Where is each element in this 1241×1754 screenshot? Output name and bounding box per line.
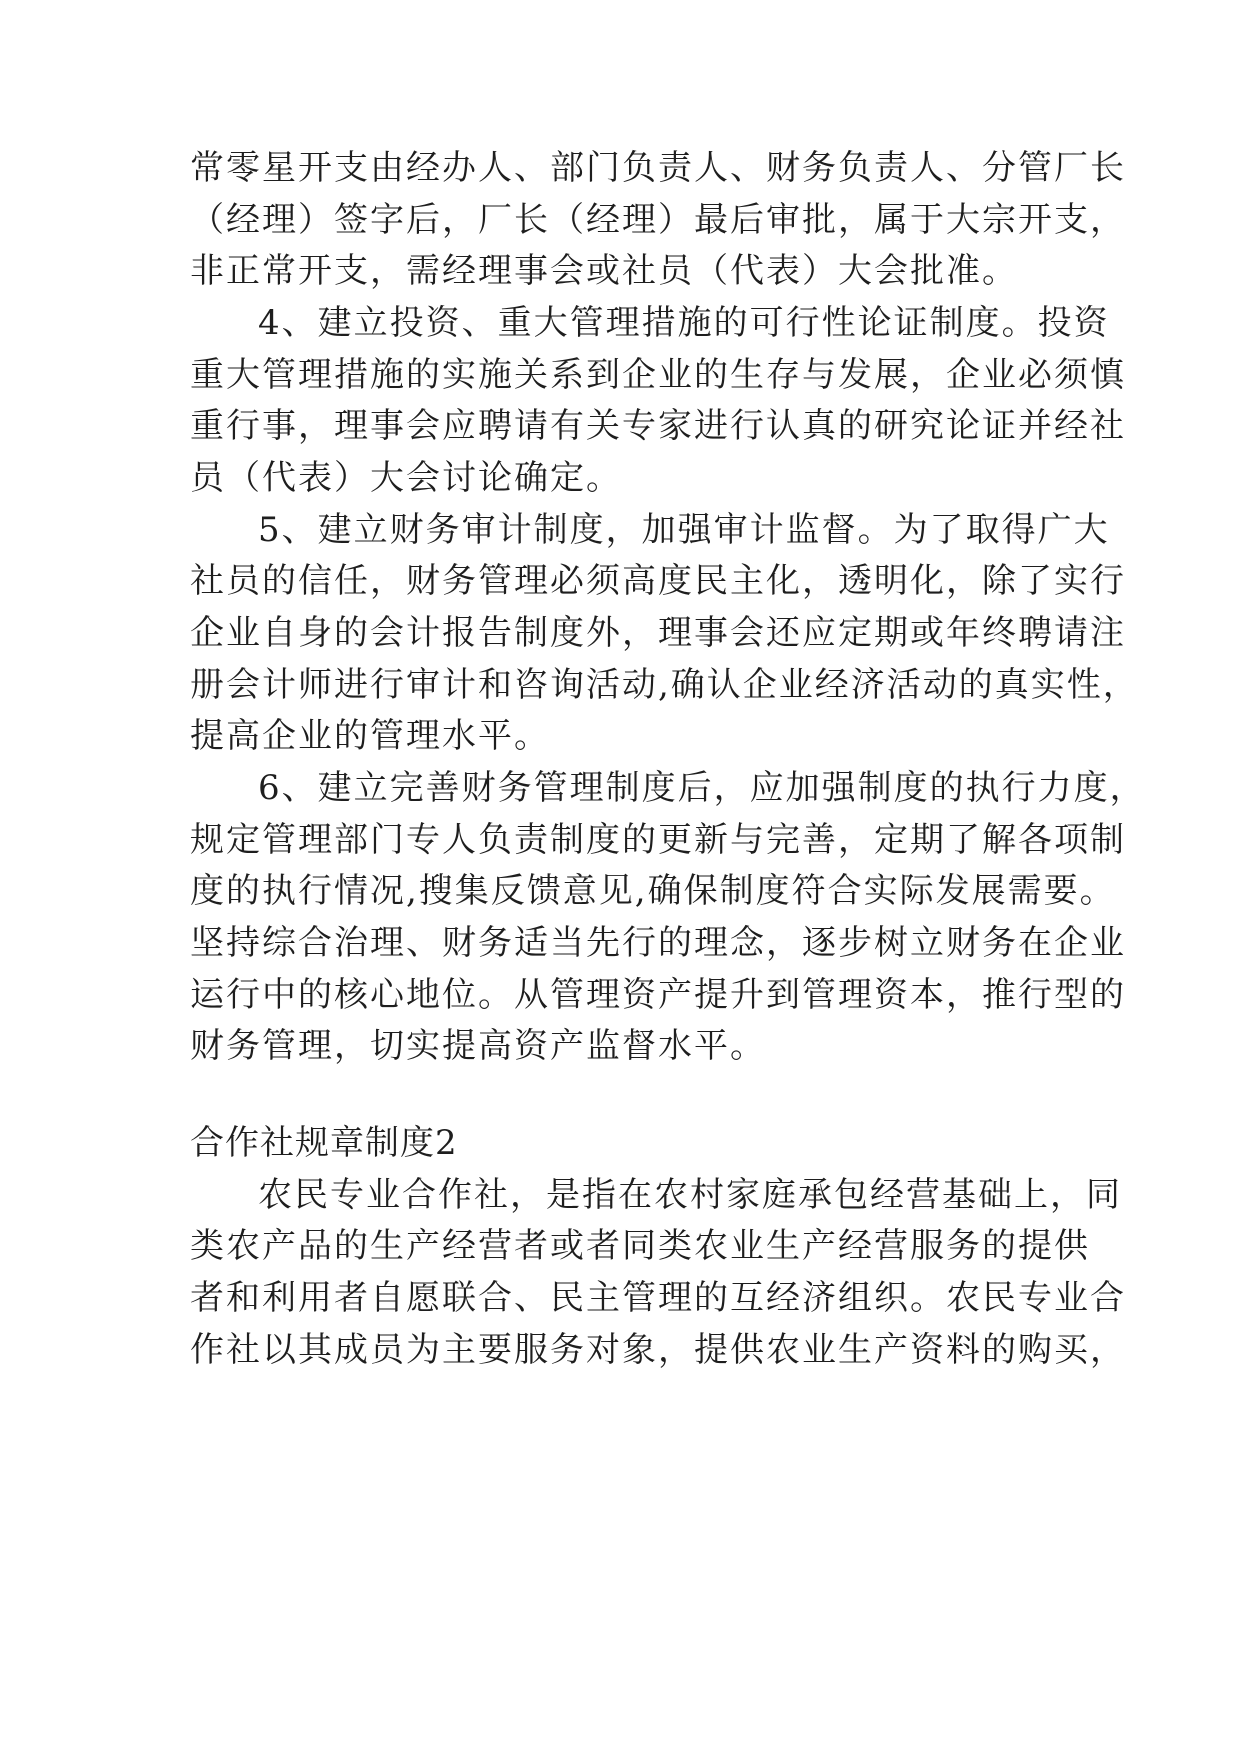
text-line: 者和利用者自愿联合、民主管理的互经济组织。农民专业合: [190, 1278, 1126, 1318]
text-line: 常零星开支由经办人、部门负责人、财务负责人、分管厂长: [190, 148, 1126, 188]
section-heading: 合作社规章制度2: [190, 1123, 458, 1163]
paragraph-start-line: 6、建立完善财务管理制度后，应加强制度的执行力度，: [258, 768, 1146, 808]
text-line: 财务管理，切实提高资产监督水平。: [190, 1026, 766, 1066]
paragraph-start-line: 4、建立投资、重大管理措施的可行性论证制度。投资: [258, 303, 1110, 343]
paragraph-start-line: 5、建立财务审计制度，加强审计监督。为了取得广大: [258, 510, 1110, 550]
text-line: 非正常开支，需经理事会或社员（代表）大会批准。: [190, 251, 1018, 291]
text-line: 重大管理措施的实施关系到企业的生存与发展，企业必须慎: [190, 355, 1126, 395]
text-line: 类农产品的生产经营者或者同类农业生产经营服务的提供: [190, 1226, 1090, 1266]
text-line: 度的执行情况,搜集反馈意见,确保制度符合实际发展需要。: [190, 871, 1116, 911]
text-line: 作社以其成员为主要服务对象，提供农业生产资料的购买，: [190, 1330, 1126, 1370]
text-line: 员（代表）大会讨论确定。: [190, 458, 622, 498]
text-line: 规定管理部门专人负责制度的更新与完善，定期了解各项制: [190, 820, 1126, 860]
paragraph-start-line: 农民专业合作社，是指在农村家庭承包经营基础上，同: [258, 1175, 1122, 1215]
text-line: 提高企业的管理水平。: [190, 716, 550, 756]
text-line: 社员的信任，财务管理必须高度民主化，透明化，除了实行: [190, 561, 1126, 601]
text-line: 运行中的核心地位。从管理资产提升到管理资本，推行型的: [190, 975, 1126, 1015]
text-line: 册会计师进行审计和咨询活动,确认企业经济活动的真实性，: [190, 665, 1139, 705]
text-line: 重行事，理事会应聘请有关专家进行认真的研究论证并经社: [190, 406, 1126, 446]
text-line: （经理）签字后，厂长（经理）最后审批，属于大宗开支，: [190, 200, 1126, 240]
text-line: 企业自身的会计报告制度外，理事会还应定期或年终聘请注: [190, 613, 1126, 653]
text-line: 坚持综合治理、财务适当先行的理念，逐步树立财务在企业: [190, 923, 1126, 963]
